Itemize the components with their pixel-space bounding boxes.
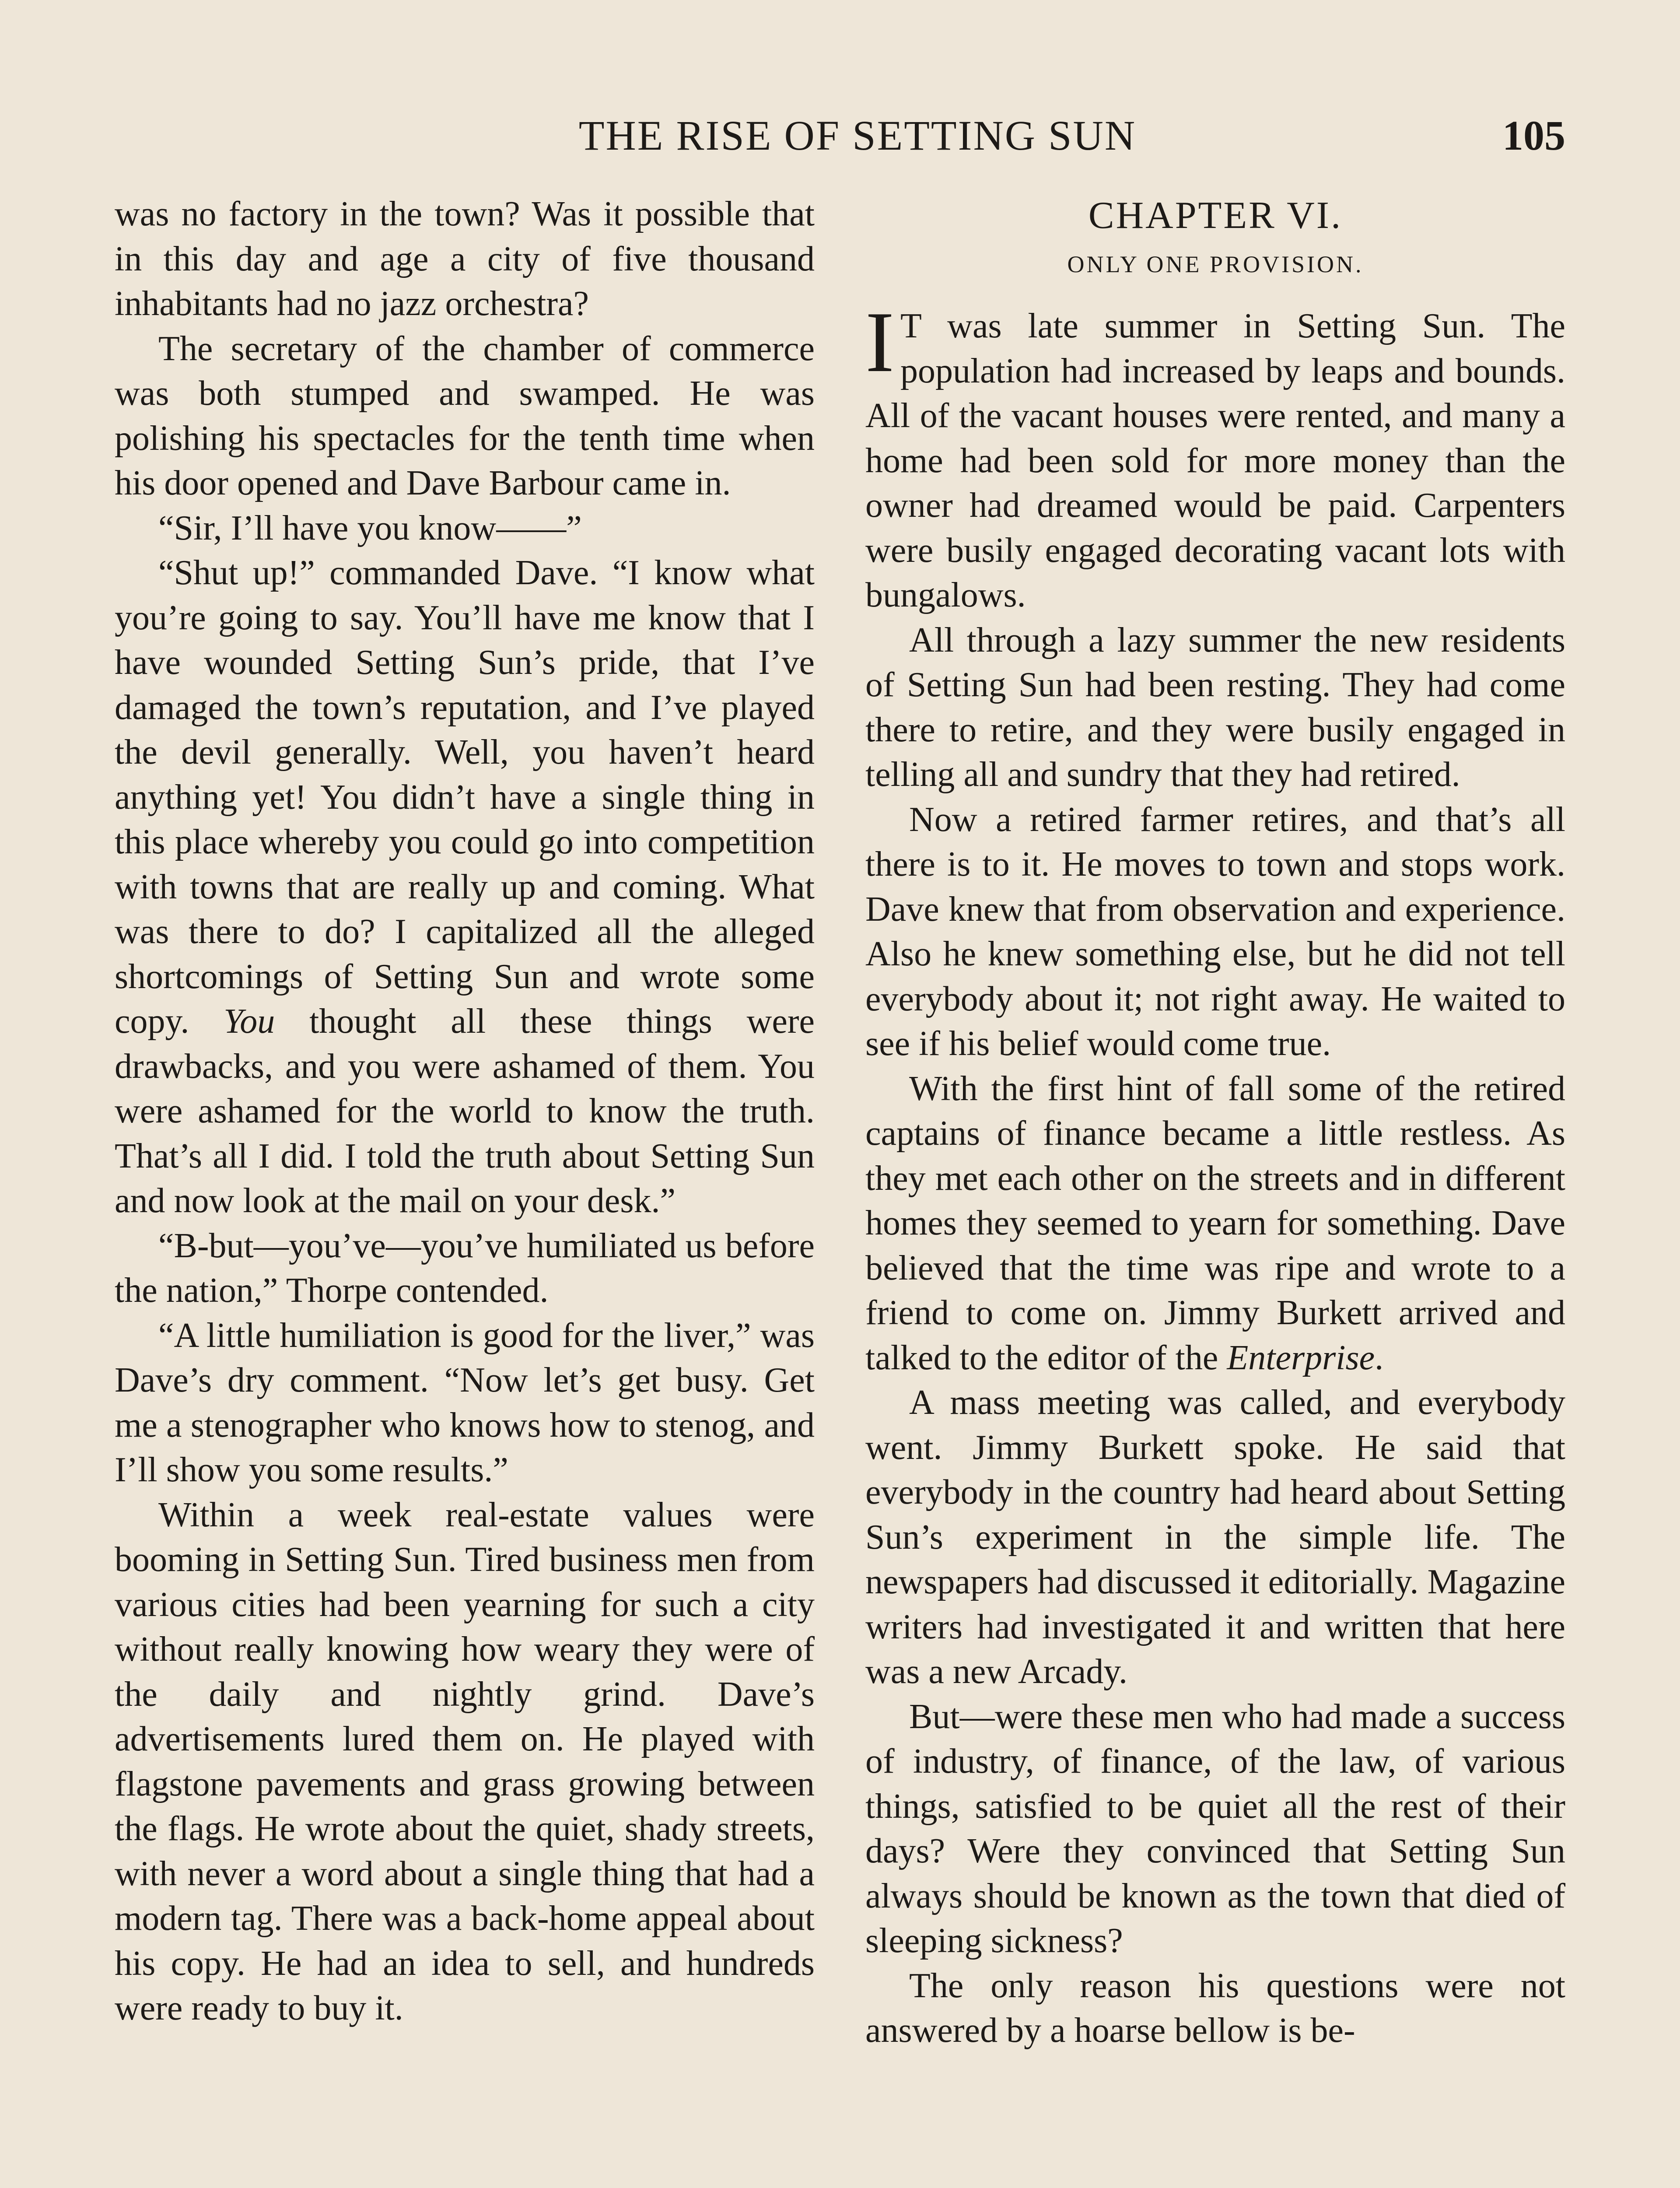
paragraph: The only reason his questions were not answered by a hoarse bellow is be- bbox=[865, 1966, 1565, 2050]
paragraph bbox=[865, 294, 1565, 618]
paragraph: “Sir, I’ll have you know——” bbox=[158, 508, 582, 547]
newspaper-name: Enterprise bbox=[1227, 1338, 1375, 1377]
paragraph: All through a lazy summer the new residents of Setting Sun had been resting. They had come there to retire, and they were busily engaged in telling all and sundry that they had retired. bbox=[865, 621, 1565, 794]
paragraph-text: thought all these things were drawbacks, and you were ashamed of them. You were ashamed for the world to know the truth. That’s all I did. I told the truth about Setting Sun and now look at the mail on your desk.” bbox=[115, 1002, 815, 1220]
paragraph: But—were these men who had made a success of industry, of finance, of the law, of various things, satisfied to be quiet all the rest of their days? Were they convinced that Setting Sun always should be known as the town that died of sleeping sickness? bbox=[865, 1697, 1565, 1960]
drop-cap: I bbox=[865, 294, 894, 390]
page-number: 105 bbox=[1502, 112, 1565, 159]
paragraph: A mass meeting was called, and everybody went. Jimmy Burkett spoke. He said that everybody in the country had heard about Setting Sun’s experiment in the simple life. The newspapers had discussed it editorially. Magazine writers had investigated it and written that here was a new Arcady. bbox=[865, 1383, 1565, 1691]
paragraph-text: . bbox=[1375, 1338, 1384, 1377]
paragraph-text: T was late summer in Setting Sun. The population had increased by leaps and bounds. All of the vacant houses were rented, and many a home had been sold for more money than the owner had dreamed would be paid. Carpenters were busily engaged decorating vacant lots with bungalows. bbox=[865, 307, 1565, 614]
chapter-title: CHAPTER VI. bbox=[1088, 194, 1343, 237]
paragraph bbox=[115, 551, 815, 1224]
paragraph bbox=[865, 1066, 1565, 1381]
paragraph: The secretary of the chamber of commerce was both stumped and swamped. He was polishing his spectacles for the tenth time when his door opened and Dave Barbour came in. bbox=[115, 329, 815, 502]
running-title: THE RISE OF SETTING SUN bbox=[578, 112, 1137, 159]
page-header bbox=[0, 103, 1680, 168]
paragraph-text: “Shut up!” commanded Dave. “I know what you’re going to say. You’ll have me know that I have wounded Setting Sun’s pride, that I’ve damaged the town’s reputation, and I’ve played the devil generally. Well, you haven’t heard anything yet! You didn’t have a single thing in this place whereby you could go into competition with towns that are really up and coming. What was there to do? I capitalized all the alleged shortcomings of Setting Sun and wrote some copy. bbox=[115, 554, 815, 1041]
paragraph: “A little humiliation is good for the liver,” was Dave’s dry comment. “Now let’s get busy. Get me a stenographer who knows how to stenog, and I’ll show you some results.” bbox=[115, 1316, 815, 1489]
paragraph: was no factory in the town? Was it possible that in this day and age a city of five thousand inhabitants had no jazz orchestra? bbox=[115, 195, 815, 323]
left-column bbox=[115, 192, 815, 2031]
paragraph: “B-but—you’ve—you’ve humiliated us before the nation,” Thorpe contended. bbox=[115, 1226, 815, 1310]
right-column bbox=[865, 192, 1565, 2053]
chapter-subtitle: ONLY ONE PROVISION. bbox=[1067, 251, 1364, 277]
italic-word: You bbox=[224, 1002, 275, 1041]
paragraph: Now a retired farmer retires, and that’s all there is to it. He moves to town and stops work. Dave knew that from observation and experience. Also he knew something else, but he did not tell everybody about it; not right away. He waited to see if his belief would come true. bbox=[865, 800, 1565, 1063]
paragraph-text: With the first hint of fall some of the retired captains of finance became a little restless. As they met each other on the streets and in different homes they seemed to yearn for something. Dave believed that the time was ripe and wrote to a friend to come on. Jimmy Burkett arrived and talked to the editor of the bbox=[865, 1069, 1565, 1377]
paragraph: Within a week real-estate values were booming in Setting Sun. Tired business men from various cities had been yearning for such a city without really knowing how weary they were of the daily and nightly grind. Dave’s advertisements lured them on. He played with flagstone pavements and grass growing between the flags. He wrote about the quiet, shady streets, with never a word about a single thing that had a modern tag. There was a back-home appeal about his copy. He had an idea to sell, and hundreds were ready to buy it. bbox=[115, 1495, 815, 2027]
